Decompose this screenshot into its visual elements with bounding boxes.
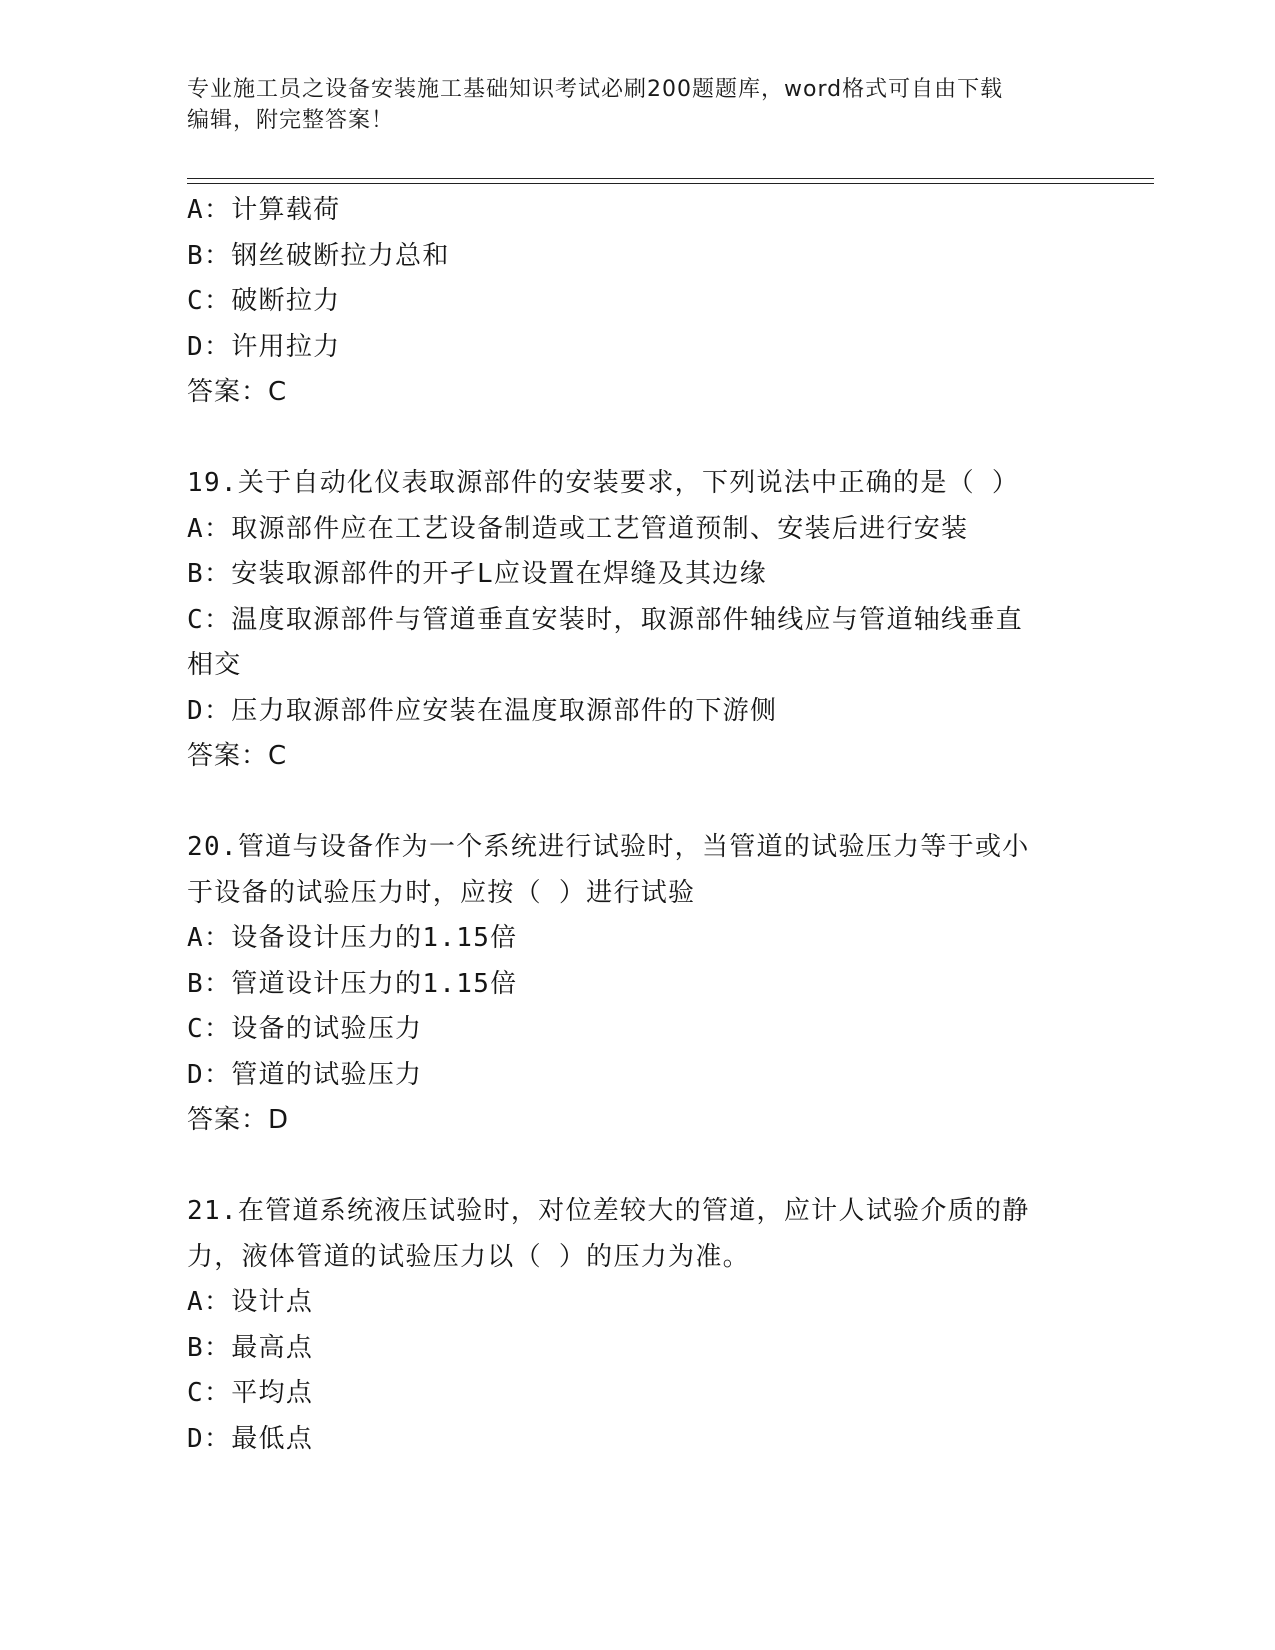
option-c-continued: 相交 — [187, 650, 242, 680]
question-stem: 19.关于自动化仪表取源部件的安装要求，下列说法中正确的是（ ） — [187, 468, 1020, 498]
option-c: C：设备的试验压力 — [187, 1014, 423, 1044]
spacer — [187, 780, 1087, 826]
spacer — [187, 416, 1087, 462]
question-stem-continued: 于设备的试验压力时，应按（ ）进行试验 — [187, 877, 696, 908]
document-header — [187, 74, 1077, 136]
answer-line: 答案：C — [187, 741, 288, 771]
question-block-21 — [187, 1189, 1087, 1462]
header-line-1: 专业施工员之设备安装施工基础知识考试必刷200题题库，word格式可自由下载 — [187, 77, 1004, 102]
option-a: A：取源部件应在工艺设备制造或工艺管道预制、安装后进行安装 — [187, 513, 969, 544]
option-d: D：管道的试验压力 — [187, 1059, 423, 1090]
option-d: D：许用拉力 — [187, 331, 341, 362]
option-c: C：平均点 — [187, 1378, 314, 1408]
question-stem: 20.管道与设备作为一个系统进行试验时，当管道的试验压力等于或小 — [187, 832, 1030, 862]
option-c: C：温度取源部件与管道垂直安装时，取源部件轴线应与管道轴线垂直 — [187, 604, 1023, 635]
option-b: B：管道设计压力的1.15倍 — [187, 968, 518, 999]
option-d: D：最低点 — [187, 1423, 314, 1454]
header-line-2: 编辑，附完整答案！ — [187, 108, 395, 133]
header-divider-top — [187, 178, 1154, 179]
option-d: D：压力取源部件应安装在温度取源部件的下游侧 — [187, 695, 778, 726]
option-a: A：设计点 — [187, 1287, 314, 1317]
option-b: B：钢丝破断拉力总和 — [187, 240, 450, 271]
answer-line: 答案：D — [187, 1105, 290, 1135]
answer-line: 答案：C — [187, 377, 288, 407]
question-block-18 — [187, 188, 1087, 416]
option-a: A：设备设计压力的1.15倍 — [187, 923, 518, 953]
option-a: A：计算载荷 — [187, 195, 341, 225]
option-b: B：最高点 — [187, 1332, 314, 1363]
question-stem: 21.在管道系统液压试验时，对位差较大的管道，应计人试验介质的静 — [187, 1196, 1030, 1226]
question-stem-continued: 力，液体管道的试验压力以（ ）的压力为准。 — [187, 1241, 750, 1272]
question-block-20 — [187, 825, 1087, 1144]
option-b: B：安装取源部件的开孑L应设置在焊缝及其边缘 — [187, 559, 767, 589]
spacer — [187, 1144, 1087, 1190]
question-block-19 — [187, 461, 1087, 780]
header-divider-bottom — [187, 183, 1154, 184]
option-c: C：破断拉力 — [187, 286, 341, 316]
question-content — [187, 188, 1087, 1462]
